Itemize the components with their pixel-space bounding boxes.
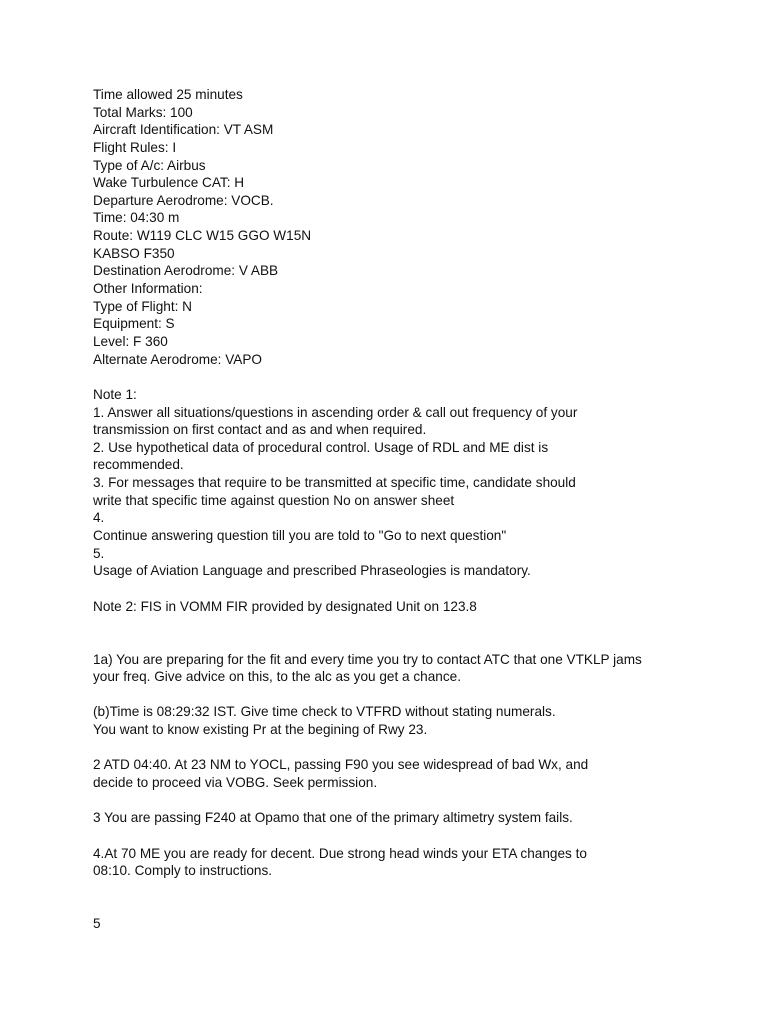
note-1-line: 1. Answer all situations/questions in ascending order & call out frequency of your: [93, 404, 578, 420]
note-1-line: transmission on first contact and as and when required.: [93, 422, 427, 438]
spacer: [93, 686, 733, 704]
question-line: 3 You are passing F240 at Opamo that one of the primary altimetry system fails.: [93, 810, 573, 826]
document-page: [93, 86, 733, 933]
level: Level: F 360: [93, 333, 168, 349]
question-line: 2 ATD 04:40. At 23 NM to YOCL, passing F90 you see widespread of bad Wx, and: [93, 757, 589, 773]
spacer: [93, 615, 733, 650]
question-1a: [93, 651, 733, 686]
spacer: [93, 368, 733, 386]
note-1-line: 2. Use hypothetical data of procedural control. Usage of RDL and ME dist is: [93, 439, 549, 455]
flight-rules: Flight Rules: I: [93, 139, 177, 155]
question-3: [93, 809, 733, 827]
spacer: [93, 827, 733, 845]
question-line: 1a) You are preparing for the fit and every time you try to contact ATC that one VTKLP jams: [93, 651, 642, 667]
note-1-line: write that specific time against question No on answer sheet: [93, 492, 455, 508]
note-1-line: recommended.: [93, 457, 184, 473]
question-line: your freq. Give advice on this, to the alc as you get a chance.: [93, 669, 461, 685]
note-2: Note 2: FIS in VOMM FIR provided by designated Unit on 123.8: [93, 598, 477, 614]
other-information: Other Information:: [93, 281, 203, 297]
destination-aerodrome: Destination Aerodrome: V ABB: [93, 263, 279, 279]
spacer: [93, 739, 733, 757]
note-1-line: 4.: [93, 510, 105, 526]
note-1: [93, 386, 733, 580]
note-1-line: Usage of Aviation Language and prescribed Phraseologies is mandatory.: [93, 563, 531, 579]
route-continuation: KABSO F350: [93, 245, 175, 261]
wake-turbulence-cat: Wake Turbulence CAT: H: [93, 175, 245, 191]
total-marks: Total Marks: 100: [93, 104, 193, 120]
spacer: [93, 580, 733, 598]
question-line: decide to proceed via VOBG. Seek permission.: [93, 775, 378, 790]
note-1-line: 5.: [93, 545, 105, 561]
aircraft-identification: Aircraft Identification: VT ASM: [93, 122, 274, 138]
question-1b: [93, 703, 733, 738]
note-1-title: Note 1:: [93, 386, 137, 402]
note-1-line: Continue answering question till you are told to "Go to next question": [93, 528, 507, 544]
spacer: [93, 792, 733, 810]
question-line: 08:10. Comply to instructions.: [93, 863, 273, 879]
departure-aerodrome: Departure Aerodrome: VOCB.: [93, 192, 274, 208]
time-allowed: Time allowed 25 minutes: [93, 87, 243, 102]
note-1-line: 3. For messages that require to be transmitted at specific time, candidate should: [93, 475, 576, 491]
question-line: (b)Time is 08:29:32 IST. Give time check to VTFRD without stating numerals.: [93, 704, 556, 720]
question-line: 4.At 70 ME you are ready for decent. Due strong head winds your ETA changes to: [93, 845, 587, 861]
type-of-aircraft: Type of A/c: Airbus: [93, 157, 206, 173]
flight-plan-header: [93, 86, 733, 368]
alternate-aerodrome: Alternate Aerodrome: VAPO: [93, 351, 262, 367]
question-4: [93, 845, 733, 880]
equipment: Equipment: S: [93, 316, 175, 332]
route: Route: W119 CLC W15 GGO W15N: [93, 228, 312, 244]
type-of-flight: Type of Flight: N: [93, 298, 192, 314]
spacer: [93, 880, 733, 915]
departure-time: Time: 04:30 m: [93, 210, 180, 226]
question-5-number: 5: [93, 916, 101, 932]
question-line: You want to know existing Pr at the begining of Rwy 23.: [93, 722, 428, 738]
question-2: [93, 756, 733, 791]
